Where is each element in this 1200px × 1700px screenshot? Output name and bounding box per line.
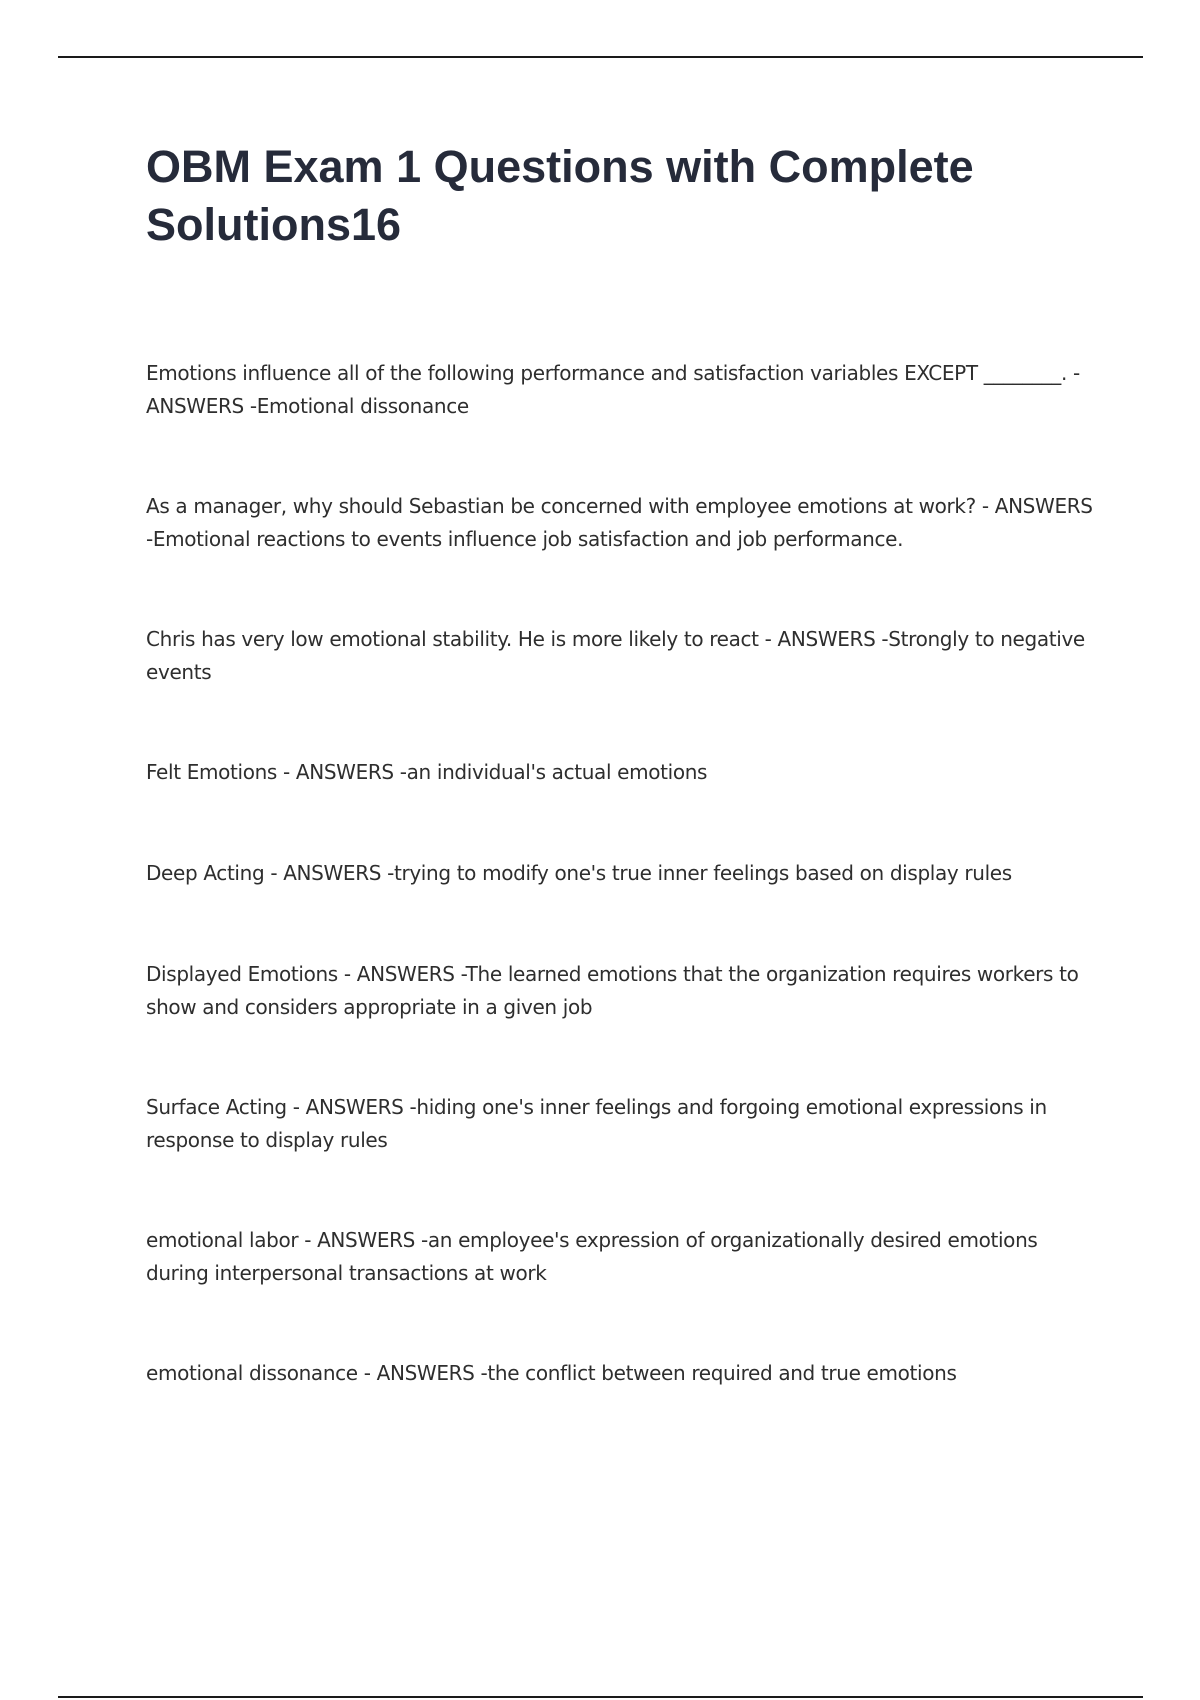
qa-item: Emotions influence all of the following performance and satisfaction variables EXCEPT ________. - ANSWERS -Emotional dissonance — [146, 361, 1080, 418]
qa-item: Felt Emotions - ANSWERS -an individual's actual emotions — [146, 760, 708, 784]
qa-item: Chris has very low emotional stability. He is more likely to react - ANSWERS -Strongly to negative events — [146, 627, 1085, 684]
document-title: OBM Exam 1 Questions with Complete Solutions16 — [146, 141, 974, 250]
qa-item: As a manager, why should Sebastian be concerned with employee emotions at work? - ANSWERS -Emotional reactions to events influence job satisfaction and job performance. — [146, 494, 1093, 551]
footer-rule — [58, 1696, 1143, 1698]
qa-item: emotional labor - ANSWERS -an employee's expression of organizationally desired emotions during interpersonal transactions at work — [146, 1228, 1038, 1285]
document-body — [146, 138, 1096, 1458]
header-rule — [58, 56, 1143, 58]
qa-item: Displayed Emotions - ANSWERS -The learned emotions that the organization requires workers to show and considers appropriate in a given job — [146, 962, 1079, 1019]
qa-item: Deep Acting - ANSWERS -trying to modify one's true inner feelings based on display rules — [146, 861, 1012, 885]
qa-item: Surface Acting - ANSWERS -hiding one's inner feelings and forgoing emotional expressions in response to display rules — [146, 1095, 1047, 1152]
qa-list — [146, 357, 1096, 1390]
qa-item: emotional dissonance - ANSWERS -the conflict between required and true emotions — [146, 1361, 957, 1385]
